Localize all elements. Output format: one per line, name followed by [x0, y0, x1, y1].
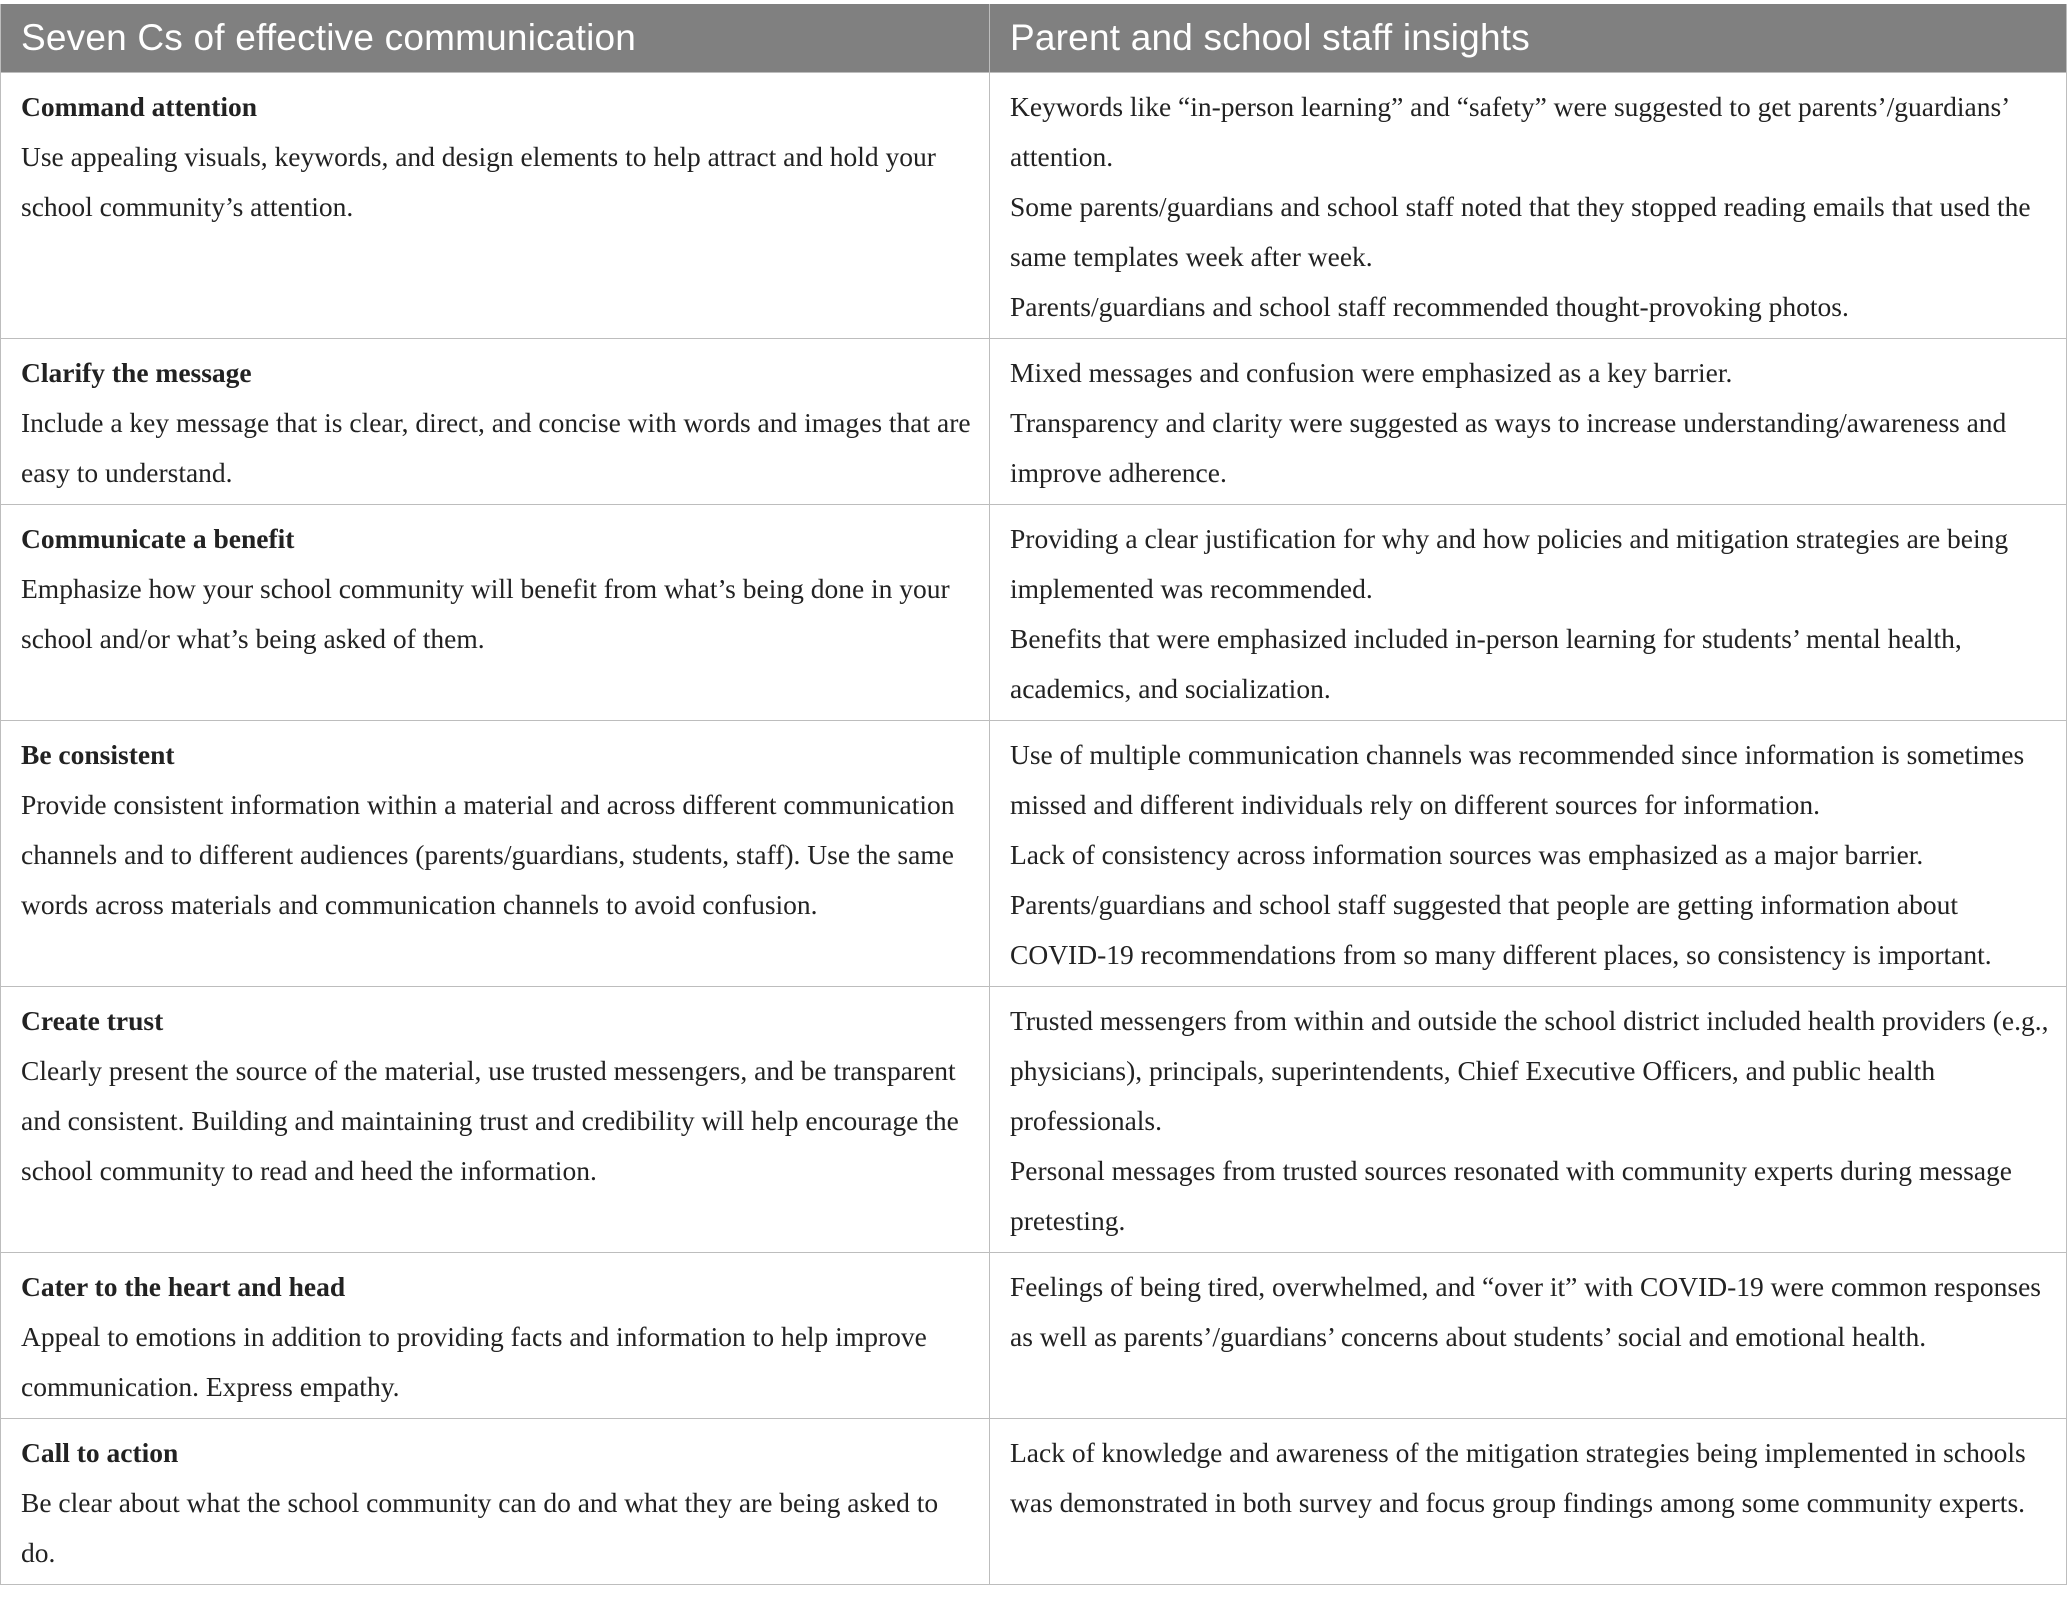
insight-text: Benefits that were emphasized included in-person learning for students’ mental health, academics, and socialization.: [1010, 623, 1962, 704]
insights-cell: [990, 1253, 2067, 1419]
principle-cell: [1, 339, 990, 505]
principle-title: Communicate a benefit: [21, 523, 295, 554]
insight-text: Lack of knowledge and awareness of the mitigation strategies being implemented in schools was demonstrated in both survey and focus group findings among some community experts.: [1010, 1437, 2026, 1518]
table-row: [1, 339, 2067, 505]
header-seven-cs: Seven Cs of effective communication: [1, 4, 990, 73]
insight-text: Providing a clear justification for why and how policies and mitigation strategies are being implemented was recommended.: [1010, 523, 2009, 604]
insights-cell: [990, 987, 2067, 1253]
principle-cell: [1, 1253, 990, 1419]
principle-description: Be clear about what the school community can do and what they are being asked to do.: [21, 1487, 939, 1568]
table-body: [1, 73, 2067, 1585]
principle-cell: [1, 1419, 990, 1585]
insight-text: Mixed messages and confusion were emphasized as a key barrier.: [1010, 357, 1733, 388]
principle-description: Clearly present the source of the material, use trusted messengers, and be transparent and consistent. Building and maintaining trust and credibility will help encourage the school community to read and heed the information.: [21, 1055, 959, 1186]
principle-description: Include a key message that is clear, direct, and concise with words and images that are easy to understand.: [21, 407, 971, 488]
insight-text: Parents/guardians and school staff recommended thought-provoking photos.: [1010, 291, 1849, 322]
insight-text: Feelings of being tired, overwhelmed, and “over it” with COVID-19 were common responses as well as parents’/guardians’ concerns about students’ social and emotional health.: [1010, 1271, 2041, 1352]
table-row: [1, 505, 2067, 721]
insight-text: Trusted messengers from within and outside the school district included health providers (e.g., physicians), principals, superintendents, Chief Executive Officers, and public health professionals.: [1010, 1005, 2049, 1136]
principle-title: Command attention: [21, 91, 258, 122]
table-row: [1, 721, 2067, 987]
principle-cell: [1, 505, 990, 721]
table-row: [1, 987, 2067, 1253]
insights-cell: [990, 1419, 2067, 1585]
header-row: [1, 4, 2067, 73]
seven-cs-table: [0, 4, 2067, 1585]
insight-text: Parents/guardians and school staff suggested that people are getting information about COVID-19 recommendations from so many different places, so consistency is important.: [1010, 889, 1992, 970]
principle-description: Use appealing visuals, keywords, and design elements to help attract and hold your school community’s attention.: [21, 141, 936, 222]
principle-title: Be consistent: [21, 739, 175, 770]
insights-cell: [990, 505, 2067, 721]
insights-cell: [990, 721, 2067, 987]
principle-description: Emphasize how your school community will benefit from what’s being done in your school and/or what’s being asked of them.: [21, 573, 950, 654]
insight-text: Keywords like “in-person learning” and “safety” were suggested to get parents’/guardians’ attention.: [1010, 91, 2009, 172]
table-row: [1, 1253, 2067, 1419]
principle-cell: [1, 73, 990, 339]
principle-title: Cater to the heart and head: [21, 1271, 346, 1302]
insight-text: Some parents/guardians and school staff noted that they stopped reading emails that used the same templates week after week.: [1010, 191, 2031, 272]
header-insights: Parent and school staff insights: [990, 4, 2067, 73]
insights-cell: [990, 73, 2067, 339]
principle-title: Clarify the message: [21, 357, 252, 388]
insight-text: Use of multiple communication channels was recommended since information is sometimes missed and different individuals rely on different sources for information.: [1010, 739, 2025, 820]
insight-text: Transparency and clarity were suggested as ways to increase understanding/awareness and improve adherence.: [1010, 407, 2007, 488]
principle-cell: [1, 987, 990, 1253]
table-row: [1, 73, 2067, 339]
principle-description: Appeal to emotions in addition to providing facts and information to help improve communication. Express empathy.: [21, 1321, 927, 1402]
principle-description: Provide consistent information within a material and across different communication channels and to different audiences (parents/guardians, students, staff). Use the same words across materials and communication channels to avoid confusion.: [21, 789, 955, 920]
principle-cell: [1, 721, 990, 987]
insights-cell: [990, 339, 2067, 505]
table-header: [1, 4, 2067, 73]
table-row: [1, 1419, 2067, 1585]
insight-text: Personal messages from trusted sources resonated with community experts during message pretesting.: [1010, 1155, 2012, 1236]
principle-title: Call to action: [21, 1437, 179, 1468]
principle-title: Create trust: [21, 1005, 164, 1036]
insight-text: Lack of consistency across information sources was emphasized as a major barrier.: [1010, 839, 1924, 870]
